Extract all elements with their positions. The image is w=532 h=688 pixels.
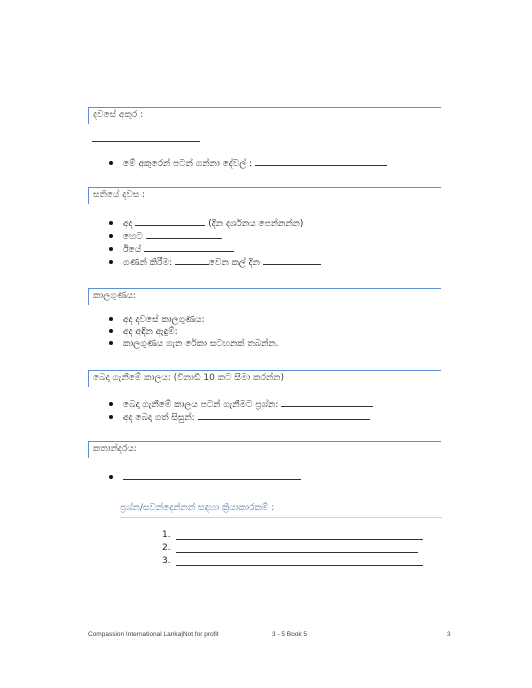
bullet-text: වෙන කල් දින <box>208 258 260 268</box>
bullet-text: අද දවසේ කාලගුණය: <box>123 315 205 325</box>
numbered-item-1 <box>162 530 171 540</box>
bullet-icon <box>109 260 113 264</box>
section-title: කාලගුණය: <box>93 291 137 301</box>
activities-title: ප්‍රශ්න/සවන්දෙන්නන් සඳහා ක්‍රියාකාරකම් : <box>120 503 275 513</box>
section-header-story <box>88 441 441 458</box>
bullet-text: හෙට <box>123 232 143 242</box>
bullet-icon <box>109 317 113 321</box>
bullet-text: ගණන් කිරීම: <box>123 258 172 268</box>
bullet-item <box>109 410 370 424</box>
bullet-item <box>109 156 387 170</box>
answer-line <box>176 539 423 540</box>
section-title: දවසේ අකුර : <box>93 110 144 120</box>
item-number: 3. <box>162 556 171 566</box>
bullet-item <box>109 327 178 338</box>
footer-book: 3 - 5 Book 5 <box>272 631 308 638</box>
answer-line <box>92 141 200 142</box>
activities-divider <box>120 517 442 518</box>
section-header-day-of-week <box>88 187 441 204</box>
numbered-item-3 <box>162 556 171 566</box>
item-number: 1. <box>162 530 171 540</box>
answer-blank <box>146 229 222 239</box>
bullet-icon <box>109 221 113 225</box>
answer-blank <box>198 410 370 420</box>
bullet-text: බෙදා ගැනීමේ කාලය පටන් ගැනීමට ප්‍රශ්න: <box>123 400 279 410</box>
bullet-item <box>109 242 234 256</box>
section-header-weather <box>88 288 441 305</box>
bullet-item <box>109 229 222 243</box>
answer-blank <box>281 397 373 407</box>
numbered-item-2 <box>162 543 171 553</box>
section-title: බෙදා ගැනීමේ කාලය: (විනාඩි 10 කට සීමා කරන්න) <box>93 373 285 383</box>
answer-blank <box>135 216 205 226</box>
footer-organization: Compassion International Lanka|Not for profit <box>88 631 219 638</box>
bullet-icon <box>109 341 113 345</box>
bullet-icon <box>109 415 113 419</box>
bullet-item <box>109 339 279 350</box>
bullet-icon <box>109 475 113 479</box>
answer-blank <box>263 255 321 265</box>
bullet-note: (දින දර්ශනය පෙන්නන්න) <box>208 219 304 229</box>
answer-blank <box>255 156 387 166</box>
bullet-icon <box>109 234 113 238</box>
bullet-item <box>109 470 301 484</box>
answer-blank <box>144 242 234 252</box>
bullet-item <box>109 255 321 269</box>
bullet-text: අද <box>123 219 133 229</box>
bullet-text: මේ අකුරෙන් පටන් ගන්නා දේවල් : <box>123 159 253 169</box>
bullet-item <box>109 216 303 230</box>
bullet-text: අද බෙදා ගත් සිසුන්: <box>123 413 195 423</box>
bullet-text: අද අඳින ඇඳුම්: <box>123 327 178 337</box>
bullet-text: කාලගුණය ගැන රේකා සටහනක් තබන්න. <box>123 339 279 349</box>
section-header-letter-of-day <box>88 107 441 124</box>
bullet-icon <box>109 329 113 333</box>
bullet-icon <box>109 247 113 251</box>
section-title: කතාන්දරය: <box>93 444 137 454</box>
footer-page-number: 3 <box>447 631 451 638</box>
bullet-item <box>109 397 373 411</box>
answer-blank <box>175 255 209 265</box>
bullet-text: ඊයේ <box>123 245 142 255</box>
answer-line <box>176 565 423 566</box>
section-title: සතියේ දවස : <box>93 190 146 200</box>
section-header-sharing-time <box>88 370 441 387</box>
answer-line <box>176 552 418 553</box>
bullet-item <box>109 315 205 326</box>
answer-blank <box>123 470 301 480</box>
bullet-icon <box>109 161 113 165</box>
bullet-icon <box>109 402 113 406</box>
item-number: 2. <box>162 543 171 553</box>
